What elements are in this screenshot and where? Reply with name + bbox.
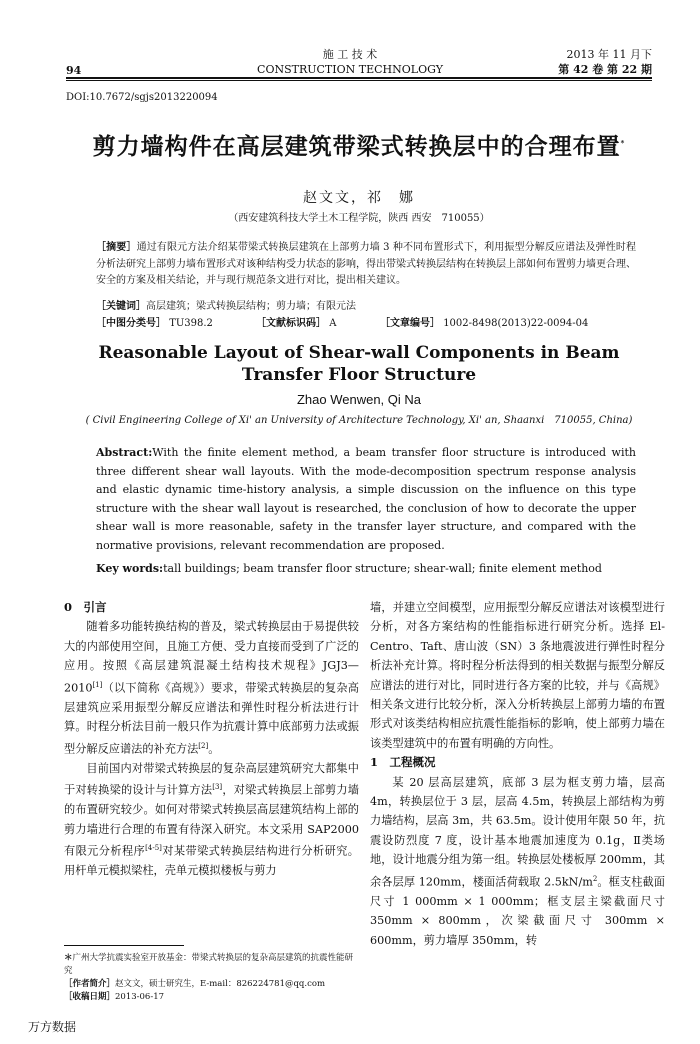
keywords-cn-label: ［关键词］: [96, 301, 146, 312]
footnote-fund: ＊广州大学抗震实验室开放基金：带梁式转换层的复杂高层建筑的抗震性能研究: [64, 953, 354, 976]
doi: DOI:10.7672/sgjs2013220094: [66, 92, 218, 103]
keywords-en-label: Key words:: [96, 562, 164, 575]
journal-header: [250, 47, 450, 77]
classification-row: [96, 314, 636, 328]
title-en: [66, 342, 652, 386]
doc-code: ［文献标识码］ A: [256, 318, 337, 329]
journal-name-en: CONSTRUCTION TECHNOLOGY: [257, 63, 443, 76]
article-number: ［文章编号］ 1002-8498(2013)22-0094-04: [380, 318, 589, 329]
keywords-en: [96, 562, 636, 575]
body-column-right: [370, 598, 665, 950]
superscript: 2: [592, 874, 598, 883]
footnote-received-date: ［收稿日期］2013-06-17: [64, 992, 165, 1002]
paragraph: 目前国内对带梁式转换层的复杂高层建筑研究大都集中于对转换梁的设计与计算方法[3]，对梁式转换层上部剪力墙的布置研究较少。如何对带梁式转换层高层建筑结构上部的剪力墙进行合理的布置有待深入研究。本文采用 SAP2000 有限元分析程序[4-5]对某带梁式转换层结构进行分析研究。用杆单元模拟梁柱，壳单元模拟楼板与剪力: [64, 761, 359, 878]
issue-date: 2013 年 11 月下: [566, 48, 652, 61]
abstract-cn-text: 通过有限元方法介绍某带梁式转换层建筑在上部剪力墙 3 种不同布置形式下，利用振型分解反应谱法及弹性时程分析法研究上部剪力墙布置形式对该种结构受力状态的影响，得出带梁式转换层结构在转换层上部如何布置剪力墙更合理、安全的方案及相关结论，并与现行规范条文进行对比，提出相关建议。: [96, 242, 636, 286]
abstract-cn-label: ［摘要］: [96, 242, 137, 253]
body-column-left: [64, 598, 359, 881]
watermark: 万方数据: [28, 1020, 77, 1034]
title-cn-footnote-mark: *: [620, 138, 626, 148]
abstract-cn: [96, 240, 636, 290]
page-number: 94: [66, 64, 82, 77]
title-cn-text: 剪力墙构件在高层建筑带梁式转换层中的合理布置: [92, 133, 621, 160]
footnote-rule: [64, 945, 184, 946]
clc-code: ［中图分类号］ TU398.2: [96, 318, 213, 329]
citation: [1]: [92, 680, 103, 689]
issue-volume: 第 42 卷 第 22 期: [558, 63, 652, 76]
journal-name-cn: 施 工 技 术: [322, 48, 378, 61]
abstract-en: [96, 444, 636, 555]
section-heading-intro: 0 引言: [64, 600, 107, 614]
authors-cn: 赵文文，祁 娜: [303, 190, 415, 206]
paragraph: 某 20 层高层建筑，底部 3 层为框支剪力墙，层高 4m，转换层位于 3 层，层高 4.5m，转换层上部结构为剪力墙结构，层高 3m，共 63.5m。设计使用年限 50 年，抗震设防烈度 7 度，设计基本地震加速度为 0.1g，Ⅱ类场地，设计地震分组为第一组。转换层处楼板厚 200mm，其余各层厚 120mm，楼面活荷载取 $2.5kN/m^2$。框支柱截面尺寸 1 000mm × 1 000mm；框支层主梁截面尺寸 350mm × 800mm，次梁截面尺寸 300mm × 600mm，剪力墙厚 350mm，转: [370, 775, 665, 947]
section-heading-overview: 1 工程概况: [370, 755, 436, 770]
authors-en: Zhao Wenwen, Qi Na: [296, 392, 422, 407]
keywords-en-text: tall buildings; beam transfer floor structure; shear-wall; finite element method: [163, 562, 602, 575]
footnote: [64, 952, 359, 1004]
affiliation-cn: （西安建筑科技大学土木工程学院，陕西 西安 710055）: [228, 213, 490, 224]
keywords-cn: [96, 297, 636, 312]
paragraph: 墙，并建立空间模型，应用振型分解反应谱法对该模型进行分析，对各方案结构的性能指标进行研究分析。选择 El-Centro、Taft、唐山波（SN）3 条地震波进行弹性时程分析法补充计算。将时程分析法得到的相关数据与振型分解反应谱法的进行对比，同时进行各方案的比较，并与《高规》相关条文进行比较分析，深入分析转换层上部剪力墙的布置形式对该类结构相应抗震性能指标的影响，使上部剪力墙在该类型建筑中的布置有明确的方向性。: [370, 601, 665, 750]
footnote-author: ［作者简介］赵文文，硕士研究生，E-mail：826224781@qq.com: [64, 979, 326, 989]
paragraph: 随着多功能转换结构的普及，梁式转换层由于易提供较大的内部使用空间，且施工方便、受力直接而受到了广泛的应用。按照《高层建筑混凝土结构技术规程》JGJ3—2010[1]（以下简称《高规》）要求，带梁式转换层的复杂高层建筑应采用振型分解反应谱法和弹性时程分析法进行计算。时程分析法目前一般只作为抗震计算中底部剪力法或振型分解反应谱法的补充方法[2]。: [64, 620, 359, 756]
header-rule-thin: [66, 80, 652, 81]
citation: [3]: [212, 783, 223, 792]
header-rule: [66, 77, 652, 79]
title-en-line1: Reasonable Layout of Shear-wall Components in Beam: [98, 343, 620, 363]
abstract-en-text: With the finite element method, a beam transfer floor structure is introduced with three different shear wall layouts. With the mode-decomposition spectrum response analysis and elastic dynamic time-history analysis, a simple discussion on the influence on this type structure with the shear wall layout is researched, the conclusion of how to decorate the upper shear wall is more reasonable, safety in the transfer layer structure, and compared with the normative provisions, relevant recommendation are proposed.: [96, 446, 636, 552]
title-en-line2: Transfer Floor Structure: [241, 365, 477, 385]
citation: [4-5]: [145, 844, 162, 853]
title-cn: [66, 128, 652, 161]
affiliation-en: ( Civil Engineering College of Xi' an University of Architecture Technology, Xi' an, Shaanxi 710055, China): [85, 415, 633, 426]
citation: [2]: [198, 741, 209, 750]
issue-info: [558, 47, 652, 77]
abstract-en-label: Abstract:: [96, 446, 153, 459]
keywords-cn-text: 高层建筑；梁式转换层结构；剪力墙；有限元法: [146, 301, 356, 312]
